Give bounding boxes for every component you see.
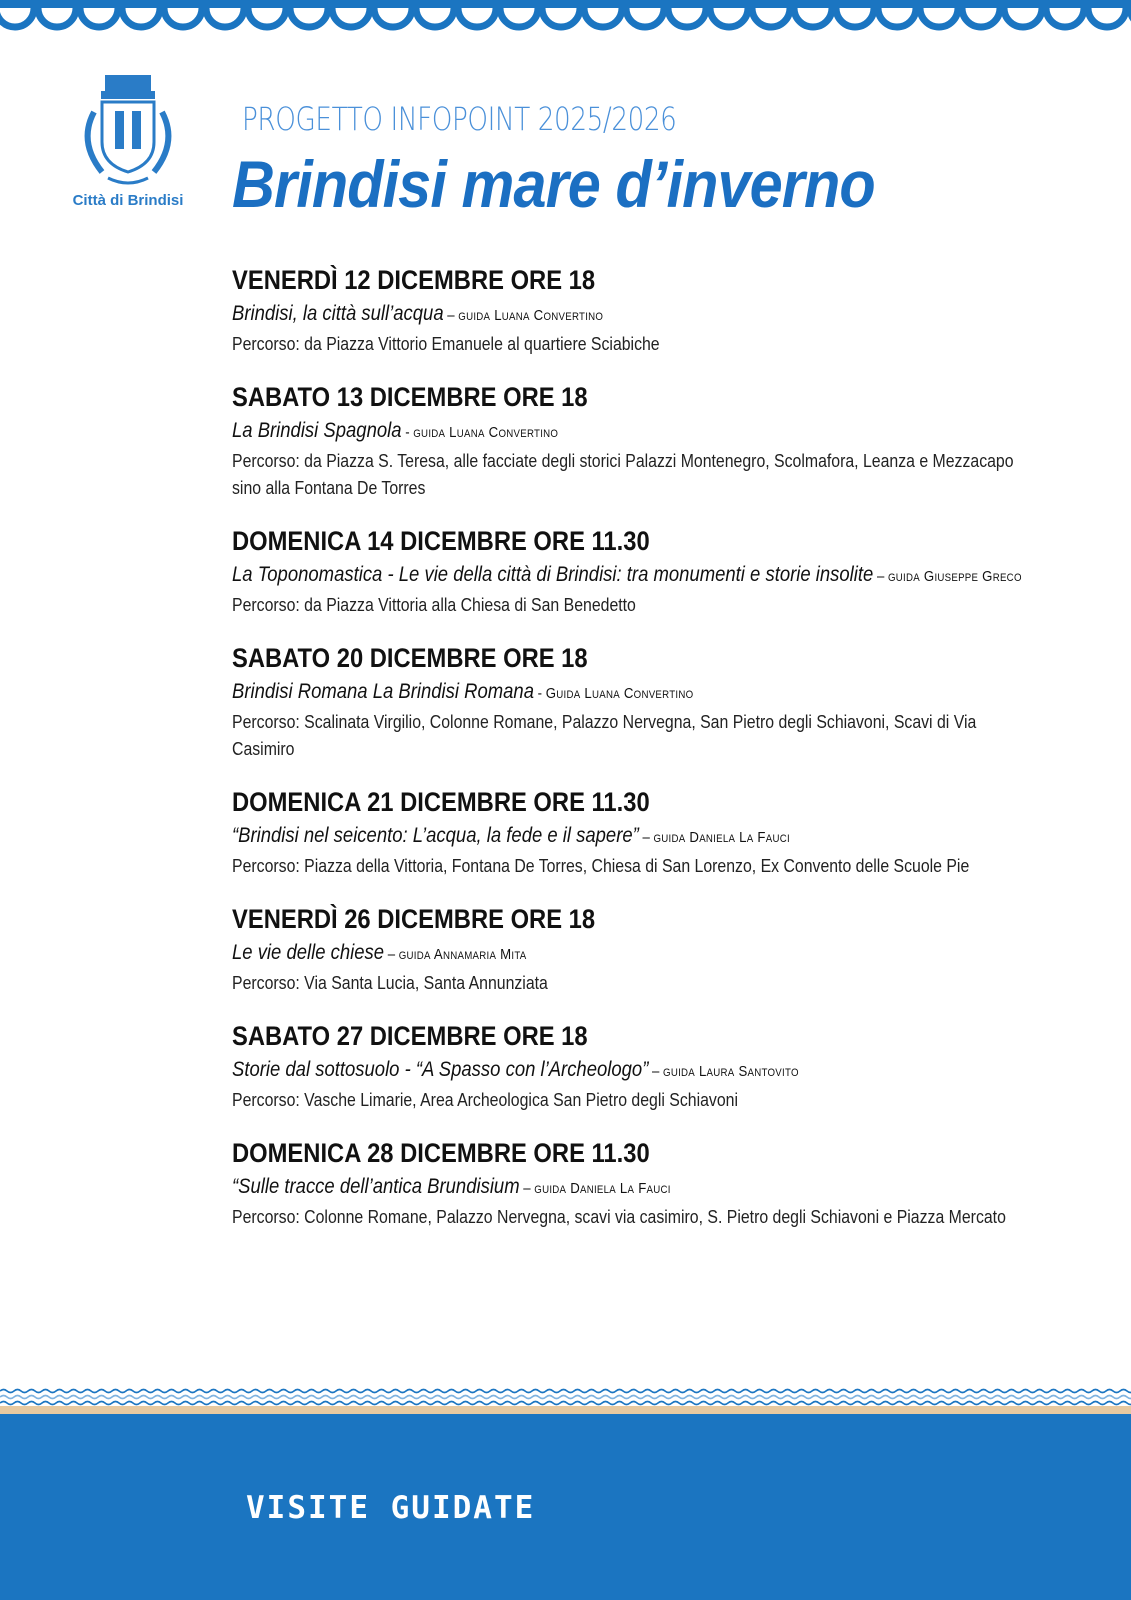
event-title: Brindisi Romana La Brindisi Romana (232, 680, 534, 703)
event-guide: guida Luana Convertino (458, 307, 604, 324)
event-item (232, 1021, 1032, 1114)
top-scallop-border (0, 0, 1131, 40)
event-item (232, 526, 1032, 619)
guide-separator: - (533, 685, 546, 702)
city-logo (58, 72, 198, 222)
event-title: La Toponomastica - Le vie della città di Brindisi: tra monumenti e storie insolite (232, 563, 874, 586)
logo-caption: Città di Brindisi (72, 192, 184, 209)
guide-separator: – (638, 829, 654, 846)
footer-band (0, 1414, 1131, 1600)
event-title-line (232, 418, 1033, 445)
event-item (232, 265, 1032, 358)
event-heading: VENERDÌ 26 DICEMBRE ORE 18 (232, 904, 596, 934)
guide-separator: – (443, 307, 459, 324)
event-title-line (232, 1057, 1033, 1084)
event-item (232, 382, 1032, 502)
event-route: Percorso: Piazza della Vittoria, Fontana De Torres, Chiesa di San Lorenzo, Ex Convento delle Scuole Pie (232, 856, 970, 876)
wave-strip-border (0, 1388, 1131, 1414)
event-route: Percorso: Vasche Limarie, Area Archeologica San Pietro degli Schiavoni (232, 1090, 738, 1110)
event-title: Le vie delle chiese (232, 941, 385, 964)
event-title: “Brindisi nel seicento: L’acqua, la fede e il sapere” (232, 824, 639, 847)
event-guide: guida Daniela La Fauci (534, 1180, 671, 1197)
project-label: PROGETTO INFOPOINT 2025/2026 (242, 100, 677, 138)
event-item (232, 643, 1032, 763)
event-title-line (232, 823, 1033, 850)
event-title-line (232, 301, 1033, 328)
event-title: La Brindisi Spagnola (232, 419, 402, 442)
guide-separator: – (873, 568, 888, 585)
event-title: Storie dal sottosuolo - “A Spasso con l’Archeologo” (232, 1058, 649, 1081)
city-crest-icon (58, 72, 198, 192)
page-title: Brindisi mare d’inverno (232, 147, 875, 221)
event-heading: SABATO 27 DICEMBRE ORE 18 (232, 1021, 588, 1051)
event-heading: DOMENICA 21 DICEMBRE ORE 11.30 (232, 787, 650, 817)
event-route: Percorso: da Piazza Vittorio Emanuele al quartiere Sciabiche (232, 334, 660, 354)
event-route: Percorso: Scalinata Virgilio, Colonne Romane, Palazzo Nervegna, San Pietro degli Schiavoni, Scavi di Via Casimiro (232, 712, 977, 759)
event-title: “Sulle tracce dell’antica Brundisium (232, 1175, 520, 1198)
guide-separator: – (648, 1063, 664, 1080)
event-heading: SABATO 20 DICEMBRE ORE 18 (232, 643, 588, 673)
event-route: Percorso: da Piazza S. Teresa, alle facciate degli storici Palazzi Montenegro, Scolmafora, Leanza e Mezzacapo sino alla Fontana De Torres (232, 451, 1014, 498)
guide-separator: – (519, 1180, 535, 1197)
event-title-line (232, 562, 1033, 589)
event-item (232, 904, 1032, 997)
event-guide: Guida Luana Convertino (545, 685, 694, 702)
event-route: Percorso: Via Santa Lucia, Santa Annunziata (232, 973, 548, 993)
event-guide: guida Giuseppe Greco (887, 568, 1022, 585)
event-heading: DOMENICA 28 DICEMBRE ORE 11.30 (232, 1138, 650, 1168)
event-route: Percorso: Colonne Romane, Palazzo Nervegna, scavi via casimiro, S. Pietro degli Schiavoni e Piazza Mercato (232, 1207, 1006, 1227)
event-list (232, 265, 1032, 1255)
event-guide: guida Daniela La Fauci (653, 829, 790, 846)
event-guide: guida Luana Convertino (413, 424, 559, 441)
event-guide: guida Laura Santovito (663, 1063, 799, 1080)
event-title: Brindisi, la città sull’acqua (232, 302, 444, 325)
event-title-line (232, 940, 1033, 967)
guide-separator: – (384, 946, 399, 963)
event-route: Percorso: da Piazza Vittoria alla Chiesa di San Benedetto (232, 595, 636, 615)
guide-separator: - (401, 424, 414, 441)
footer-label: VISITE GUIDATE (246, 1490, 536, 1526)
event-heading: DOMENICA 14 DICEMBRE ORE 11.30 (232, 526, 650, 556)
event-item (232, 787, 1032, 880)
event-title-line (232, 1174, 1033, 1201)
event-heading: VENERDÌ 12 DICEMBRE ORE 18 (232, 265, 596, 295)
event-title-line (232, 679, 1033, 706)
event-item (232, 1138, 1032, 1231)
event-heading: SABATO 13 DICEMBRE ORE 18 (232, 382, 588, 412)
event-guide: guida Annamaria Mita (398, 946, 527, 963)
